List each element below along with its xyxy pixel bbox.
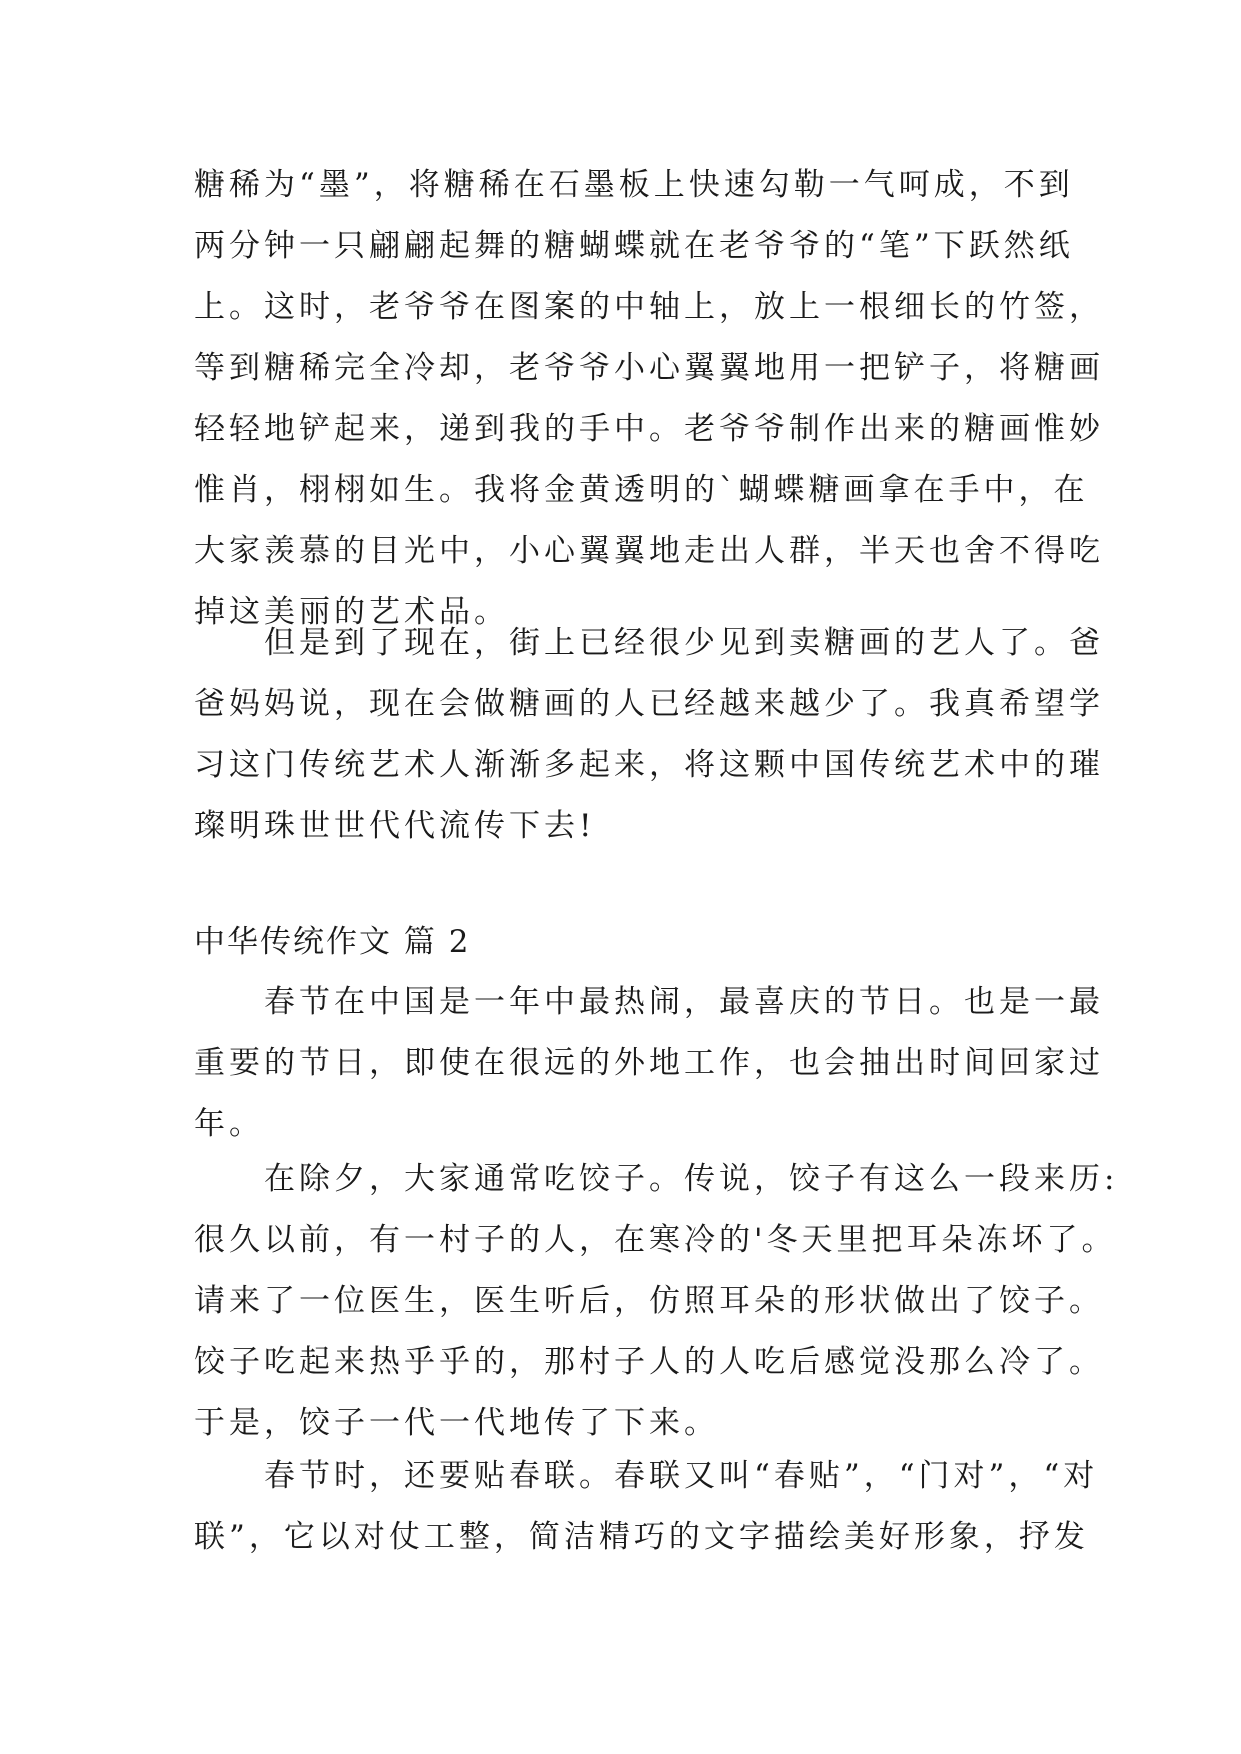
text-line: 两分钟一只翩翩起舞的糖蝴蝶就在老爷爷的“笔”下跃然纸 <box>194 228 1074 264</box>
text-line: 饺子吃起来热乎乎的，那村子人的人吃后感觉没那么冷了。 <box>194 1344 1104 1380</box>
section-heading: 中华传统作文 篇 2 <box>194 924 471 960</box>
text-line: 联”，它以对仗工整，简洁精巧的文字描绘美好形象，抒发 <box>194 1519 1089 1555</box>
text-line: 惟肖，栩栩如生。我将金黄透明的`蝴蝶糖画拿在手中，在 <box>194 472 1089 508</box>
paragraph-sugar-painting-decline <box>194 613 1104 857</box>
paragraph-dumplings <box>194 1149 1119 1454</box>
text-line: 春节时，还要贴春联。春联又叫“春贴”，“门对”，“对 <box>194 1458 1099 1494</box>
text-line: 习这门传统艺术人渐渐多起来，将这颗中国传统艺术中的璀 <box>194 747 1104 783</box>
text-line: 爸妈妈说，现在会做糖画的人已经越来越少了。我真希望学 <box>194 686 1104 722</box>
text-line: 大家羡慕的目光中，小心翼翼地走出人群，半天也舍不得吃 <box>194 533 1104 569</box>
text-line: 请来了一位医生，医生听后，仿照耳朵的形状做出了饺子。 <box>194 1283 1104 1319</box>
text-line: 在除夕，大家通常吃饺子。传说，饺子有这么一段来历: <box>194 1161 1119 1197</box>
text-line: 轻轻地铲起来，递到我的手中。老爷爷制作出来的糖画惟妙 <box>194 411 1104 447</box>
text-line: 璨明珠世世代代流传下去! <box>194 808 596 844</box>
text-line: 春节在中国是一年中最热闹，最喜庆的节日。也是一最 <box>194 984 1104 1020</box>
text-line: 很久以前，有一村子的人，在寒冷的'冬天里把耳朵冻坏了。 <box>194 1222 1117 1258</box>
text-line: 掉这美丽的艺术品。 <box>194 594 509 630</box>
text-line: 上。这时，老爷爷在图案的中轴上，放上一根细长的竹签， <box>194 289 1104 325</box>
text-line: 但是到了现在，街上已经很少见到卖糖画的艺人了。爸 <box>194 625 1104 661</box>
paragraph-spring-festival-intro <box>194 972 1104 1155</box>
text-line: 重要的节日，即使在很远的外地工作，也会抽出时间回家过 <box>194 1045 1104 1081</box>
text-line: 年。 <box>194 1106 264 1142</box>
text-line: 等到糖稀完全冷却，老爷爷小心翼翼地用一把铲子，将糖画 <box>194 350 1104 386</box>
paragraph-spring-couplets <box>194 1446 1099 1568</box>
text-line: 于是，饺子一代一代地传了下来。 <box>194 1405 719 1441</box>
text-line: 糖稀为“墨”，将糖稀在石墨板上快速勾勒一气呵成，不到 <box>194 167 1074 203</box>
